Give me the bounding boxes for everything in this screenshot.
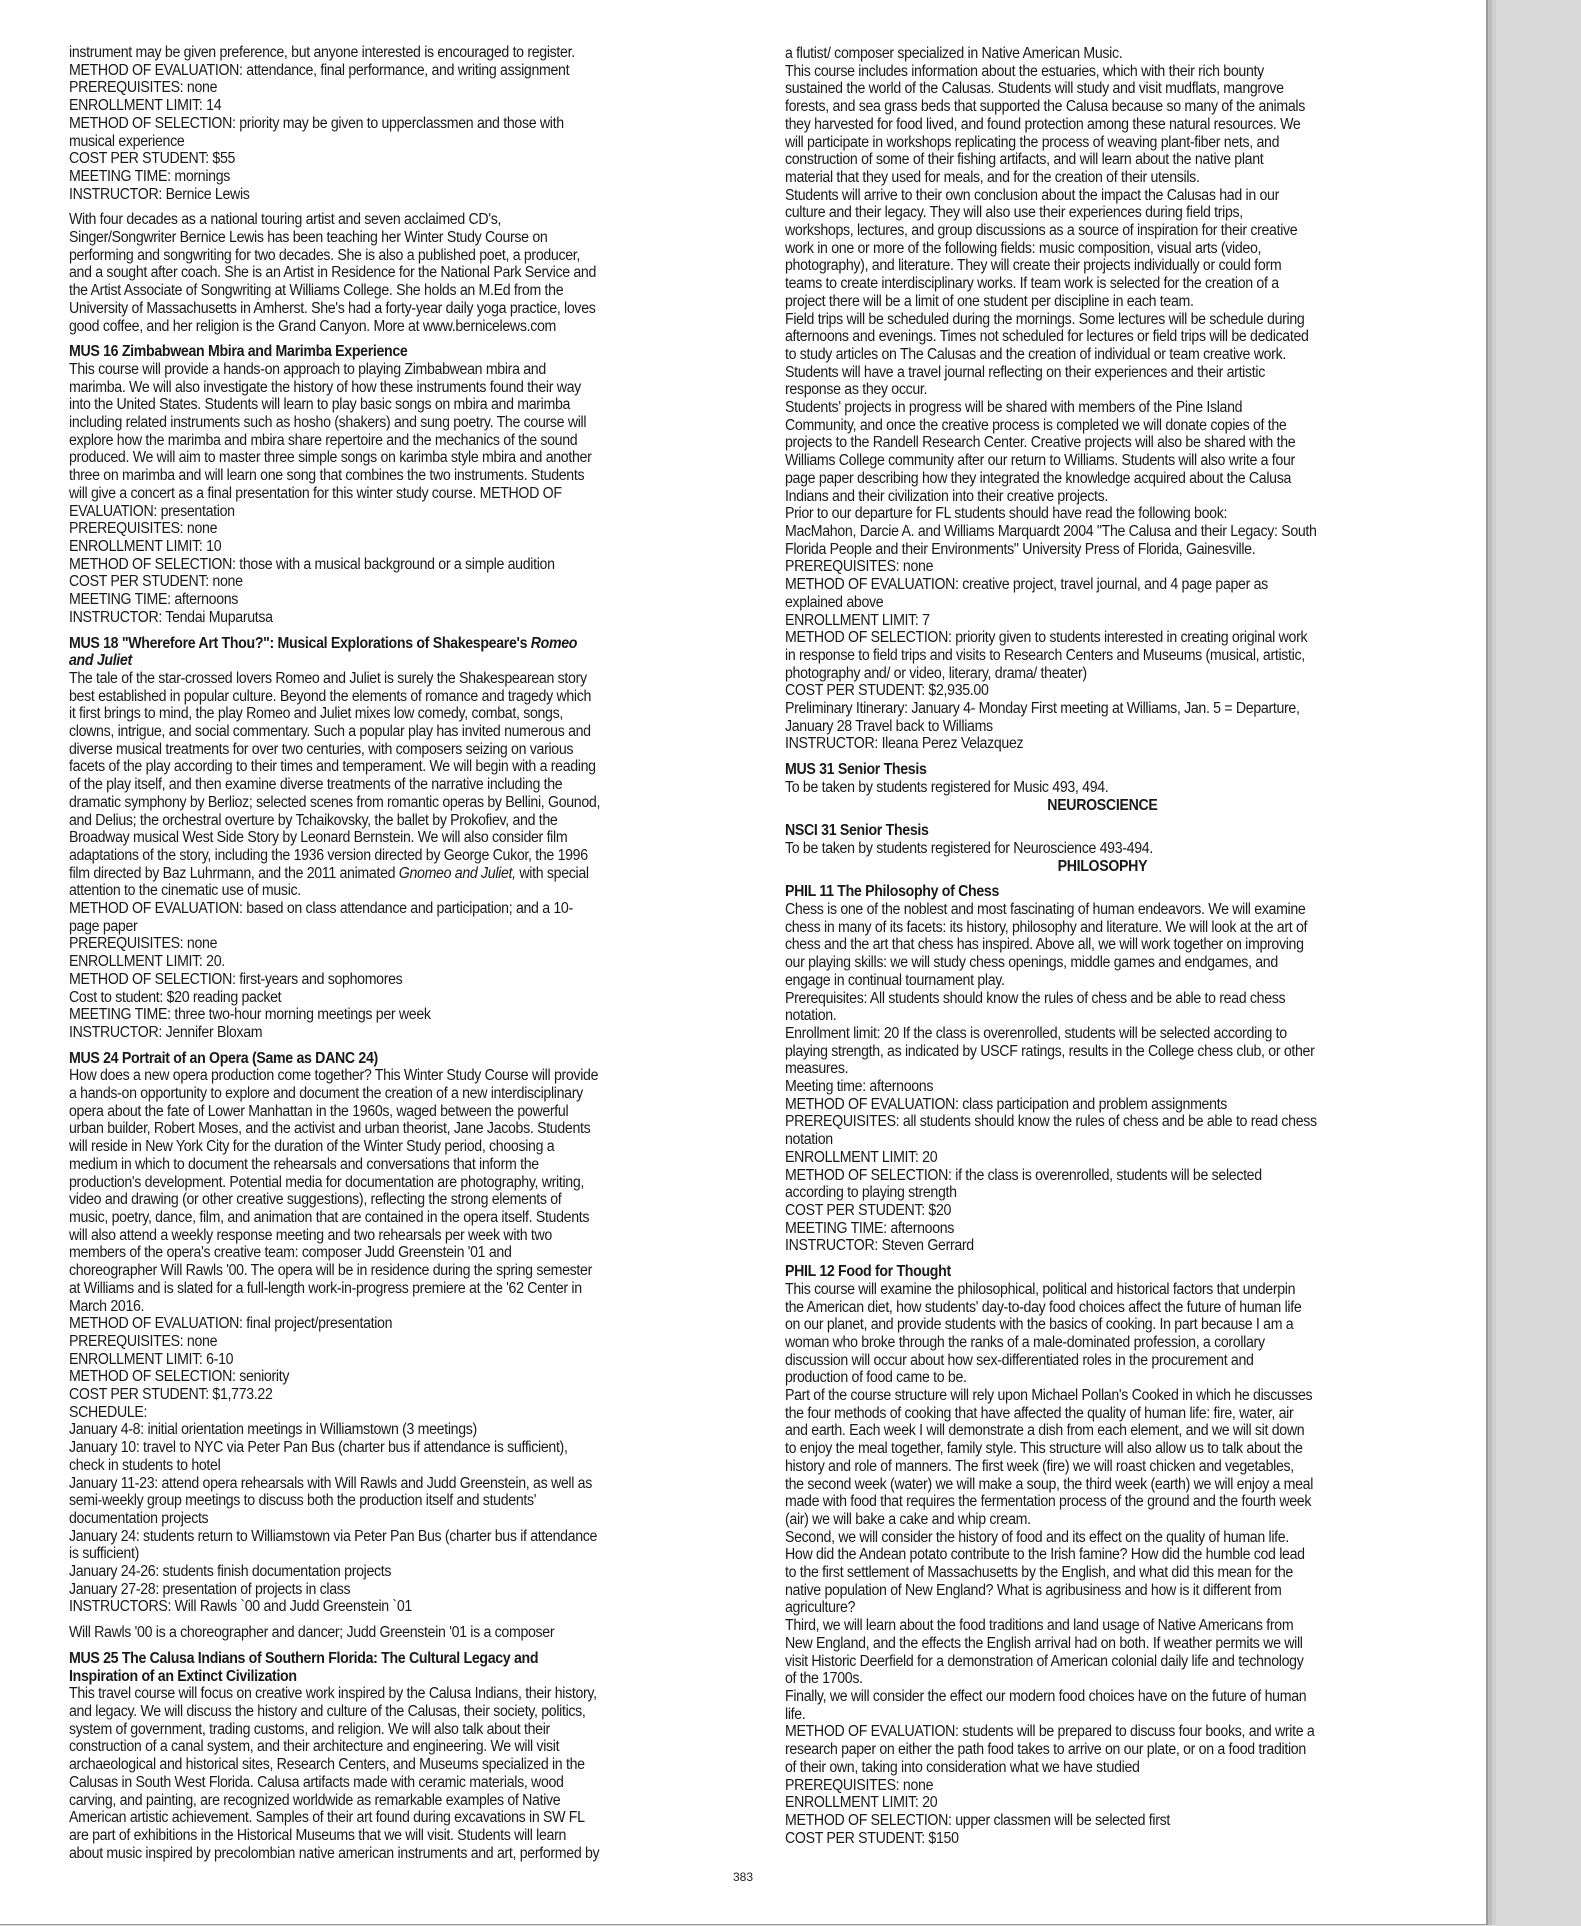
text-line: and earth. Each week I will demonstrate a dish from each element, and we will sit down (785, 1422, 1305, 1440)
text-line: New England, and the effects the English arrival had on both. If weather permits we will (785, 1634, 1303, 1652)
text-line: Cost to student: $20 reading packet (69, 988, 282, 1006)
text-line: the American diet, how students' day-to-day food choices affect the future of human life (785, 1298, 1302, 1316)
text-line: will participate in workshops replicating the process of weaving plant-fiber nets, and (785, 133, 1280, 151)
text-line: INSTRUCTOR: Tendai Muparutsa (69, 608, 273, 626)
page-number: 383 (732, 1870, 754, 1884)
text-line: METHOD OF SELECTION: seniority (69, 1368, 290, 1386)
text-line: forests, and sea grass beds that supported the Calusa because so many of the animals (785, 98, 1305, 116)
text-line: Third, we will learn about the food traditions and land usage of Native Americans from (785, 1617, 1294, 1635)
paragraph-gap (785, 1255, 1420, 1263)
text-line: INSTRUCTOR: Jennifer Bloxam (69, 1023, 263, 1041)
text-line: playing strength, as indicated by USCF ratings, results in the College chess club, or other (785, 1042, 1315, 1060)
left-column (69, 44, 676, 1862)
text-line: construction of a canal system, and their architecture and engineering. We will visit (69, 1738, 560, 1756)
text-line: chess and the art that chess has inspired. Above all, we will work together on improving (785, 936, 1304, 954)
text-line: carving, and painting, are recognized worldwide as remarkable examples of Native (69, 1791, 561, 1809)
text-line: system of government, trading customs, and religion. We will also talk about their (69, 1720, 550, 1738)
text-line: engage in continual tournament play. (785, 971, 1005, 989)
text-line: March 2016. (69, 1297, 145, 1315)
text-line: Calusas in South West Florida. Calusa artifacts made with ceramic materials, wood (69, 1773, 564, 1791)
text-line: history and role of manners. The first week (fire) we will roast chicken and vegetables, (785, 1457, 1294, 1475)
text-line: of their own, taking into consideration what we have studied (785, 1758, 1140, 1776)
text-line: January 24: students return to Williamstown via Peter Pan Bus (charter bus if attendance (69, 1527, 598, 1545)
text-line: our playing skills: we will study chess openings, middle games and endgames, and (785, 954, 1278, 972)
text-line: ENROLLMENT LIMIT: 20. (69, 953, 225, 971)
text-line: This travel course will focus on creative work inspired by the Calusa Indians, their history, (69, 1685, 597, 1703)
text-line: on our planet, and provide students with the basics of cooking. In part because I am a (785, 1316, 1294, 1334)
course-heading: Inspiration of an Extinct Civilization (69, 1667, 297, 1685)
text-line: SCHEDULE: (69, 1403, 148, 1421)
text-line: to enjoy the meal together, family style. This structure will also allow us to talk about the (785, 1440, 1303, 1458)
text-line: are part of exhibitions in the Historical Museums that we will visit. Students will learn (69, 1826, 567, 1844)
text-line: MEETING TIME: mornings (69, 167, 231, 185)
text-line: University of Massachusetts in Amherst. She's had a forty-year daily yoga practice, loves (69, 299, 596, 317)
paragraph-gap (69, 335, 676, 343)
text-line: Will Rawls '00 is a choreographer and dancer; Judd Greenstein '01 is a composer (69, 1624, 555, 1642)
text-line: adaptations of the story, including the 1936 version directed by George Cukor, the 1996 (69, 846, 588, 864)
text-line: How does a new opera production come together? This Winter Study Course will provide (69, 1067, 599, 1085)
text-line: Finally, we will consider the effect our modern food choices have on the future of human (785, 1687, 1307, 1705)
text-line: Prior to our departure for FL students should have read the following book: (785, 505, 1228, 523)
text-line: three on marimba and will learn one song that combines the two instruments. Students (69, 467, 585, 485)
course-heading: MUS 31 Senior Thesis (785, 761, 927, 779)
text-line: PREREQUISITES: none (69, 520, 218, 538)
text-line: diverse musical treatments for over two centuries, with composers seizing on various (69, 740, 574, 758)
course-heading: PHIL 12 Food for Thought (785, 1263, 951, 1281)
text-line: Chess is one of the noblest and most fascinating of human endeavors. We will examine (785, 901, 1306, 919)
text-line: material that they used for meals, and for the creation of their utensils. (785, 168, 1200, 186)
text-line: workshops, lectures, and group discussions as a source of inspiration for their creative (785, 222, 1298, 240)
text-line: This course includes information about the estuaries, which with their rich bounty (785, 62, 1264, 80)
text-line: documentation projects (69, 1509, 209, 1527)
text-line: the second week (water) we will make a soup, the third week (earth) we will enjoy a meal (785, 1475, 1314, 1493)
text-line: explained above (785, 593, 884, 611)
text-line: work in one or more of the following fields: music composition, visual arts (video, (785, 239, 1262, 257)
text-line: ENROLLMENT LIMIT: 20 (785, 1794, 938, 1812)
course-heading: MUS 18 "Wherefore Art Thou?": Musical Explorations of Shakespeare's Romeo (69, 634, 578, 652)
text-line: of the 1700s. (785, 1670, 863, 1688)
course-heading: MUS 25 The Calusa Indians of Southern Florida: The Cultural Legacy and (69, 1649, 539, 1667)
text-line: good coffee, and her religion is the Grand Canyon. More at www.bernicelews.com (69, 317, 556, 335)
text-line: Broadway musical West Side Story by Leonard Bernstein. We will also consider film (69, 829, 568, 847)
department-heading: PHILOSOPHY (1057, 857, 1148, 875)
text-line: Prerequisites: All students should know the rules of chess and be able to read chess (785, 989, 1286, 1007)
text-line: (air) we will bake a cake and whip cream. (785, 1510, 1031, 1528)
text-line: according to playing strength (785, 1184, 957, 1202)
text-line: COST PER STUDENT: $55 (69, 150, 236, 168)
text-line: film directed by Baz Luhrmann, and the 2011 animated Gnomeo and Juliet, with special (69, 864, 589, 882)
text-line: chess in many of its facets: its history, philosophy and literature. We will look at the art of (785, 918, 1308, 936)
text-line: METHOD OF EVALUATION: attendance, final performance, and writing assignment (69, 61, 570, 79)
text-line: METHOD OF EVALUATION: students will be prepared to discuss four books, and write a (785, 1723, 1315, 1741)
text-line: January 28 Travel back to Williams (785, 717, 993, 735)
text-line: PREREQUISITES: none (69, 935, 218, 953)
text-line: into the United States. Students will learn to play basic songs on mbira and marimba (69, 396, 571, 414)
text-line: METHOD OF SELECTION: those with a musical background or a simple audition (69, 555, 555, 573)
text-line: INSTRUCTORS: Will Rawls `00 and Judd Greenstein `01 (69, 1598, 412, 1616)
text-line: semi-weekly group meetings to discuss both the production itself and students' (69, 1492, 537, 1510)
text-line: dramatic symphony by Berlioz; selected scenes from romantic operas by Bellini, Gounod, (69, 793, 601, 811)
text-line: ENROLLMENT LIMIT: 10 (69, 537, 222, 555)
text-line: construction of some of their fishing artifacts, and will learn about the native plant (785, 151, 1264, 169)
text-line: PREREQUISITES: none (69, 79, 218, 97)
text-line: check in students to hotel (69, 1456, 221, 1474)
text-line: video and drawing (or other creative suggestions), reflecting the strong elements of (69, 1191, 562, 1209)
text-line: To be taken by students registered for Music 493, 494. (785, 778, 1109, 796)
text-line: including related instruments such as hosho (shakers) and sung poetry. The course will (69, 414, 587, 432)
text-line: PREREQUISITES: none (785, 1776, 934, 1794)
text-line: Meeting time: afternoons (785, 1078, 934, 1096)
paragraph-gap (785, 814, 1420, 822)
text-line: METHOD OF EVALUATION: based on class attendance and participation; and a 10- (69, 900, 573, 918)
text-line: measures. (785, 1060, 849, 1078)
text-line: Enrollment limit: 20 If the class is overenrolled, students will be selected according to (785, 1024, 1287, 1042)
text-line: to study articles on The Calusas and the creation of individual or team creative work. (785, 345, 1286, 363)
text-line: in response to field trips and visits to Research Centers and Museums (musical, artistic, (785, 646, 1305, 664)
course-heading: and Juliet (69, 652, 132, 670)
text-line: January 27-28: presentation of projects in class (69, 1580, 351, 1598)
text-line: PREREQUISITES: none (69, 1332, 218, 1350)
paragraph-gap (69, 203, 676, 211)
text-line: page paper describing how they integrated the knowledge acquired about the Calusa (785, 469, 1292, 487)
text-line: METHOD OF EVALUATION: creative project, travel journal, and 4 page paper as (785, 576, 1268, 594)
text-line: COST PER STUDENT: $20 (785, 1202, 952, 1219)
text-line: photography and/ or video, literary, drama/ theater) (785, 664, 1087, 682)
paragraph-gap (785, 753, 1420, 761)
text-line: and a sought after coach. She is an Artist in Residence for the National Park Service and (69, 264, 597, 282)
text-line: METHOD OF SELECTION: upper classmen will be selected first (785, 1811, 1170, 1829)
text-line: Field trips will be scheduled during the mornings. Some lectures will be schedule during (785, 310, 1305, 328)
text-line: MacMahon, Darcie A. and Williams Marquardt 2004 "The Calusa and their Legacy: South (785, 522, 1317, 540)
text-line: The tale of the star-crossed lovers Romeo and Juliet is surely the Shakespearean story (69, 669, 587, 687)
text-line: MEETING TIME: afternoons (69, 591, 239, 609)
text-line: METHOD OF SELECTION: priority may be given to upperclassmen and those with (69, 114, 564, 132)
text-line: January 24-26: students finish documentation projects (69, 1563, 392, 1581)
text-line: discussion will occur about how sex-differentiated roles in the procurement and (785, 1351, 1254, 1369)
text-line: it first brings to mind, the play Romeo and Juliet mixes low comedy, combat, songs, (69, 705, 563, 723)
text-line: research paper on either the path food takes to arrive on our plate, or on a food tradition (785, 1741, 1306, 1759)
text-line: at Williams and is slated for a full-length work-in-progress premiere at the '62 Center in (69, 1279, 582, 1297)
text-line: EVALUATION: presentation (69, 502, 235, 520)
text-line: ENROLLMENT LIMIT: 20 (785, 1148, 938, 1166)
text-line: life. (785, 1705, 806, 1723)
text-line: culture and their legacy. They will also use their experiences during field trips, (785, 204, 1243, 222)
text-line: musical experience (69, 132, 185, 150)
text-line: afternoons and evenings. Times not scheduled for lectures or field trips will be dedicated (785, 328, 1309, 346)
text-line: Community, and once the creative process is completed we will donate copies of the (785, 416, 1287, 434)
text-line: MEETING TIME: three two-hour morning meetings per week (69, 1006, 431, 1024)
text-line: METHOD OF EVALUATION: final project/presentation (69, 1315, 393, 1333)
text-line: attention to the cinematic use of music. (69, 882, 301, 900)
text-line: COST PER STUDENT: $150 (785, 1829, 959, 1847)
text-line: METHOD OF EVALUATION: class participation and problem assignments (785, 1095, 1228, 1113)
text-line: Students' projects in progress will be shared with members of the Pine Island (785, 399, 1243, 417)
text-line: native population of New England? What is agribusiness and how is it different from (785, 1581, 1282, 1599)
course-heading: MUS 16 Zimbabwean Mbira and Marimba Experience (69, 343, 408, 361)
text-line: METHOD OF SELECTION: if the class is overenrolled, students will be selected (785, 1166, 1262, 1184)
text-line: the four methods of cooking that have affected the quality of human life: fire, water, air (785, 1404, 1294, 1422)
text-line: produced. We will aim to master three simple songs on karimba style mbira and another (69, 449, 592, 467)
course-heading: PHIL 11 The Philosophy of Chess (785, 883, 1000, 901)
text-line: COST PER STUDENT: $2,935.00 (785, 682, 989, 700)
text-line: best established in popular culture. Beyond the elements of romance and tragedy which (69, 687, 592, 705)
department-heading: NEUROSCIENCE (1047, 796, 1158, 814)
text-line: archaeological and historical sites, Research Centers, and Museums specialized in the (69, 1756, 585, 1774)
text-line: MEETING TIME: afternoons (785, 1219, 955, 1237)
text-line: This course will provide a hands-on approach to playing Zimbabwean mbira and (69, 360, 546, 378)
text-line: they harvested for food lived, and found protection among these natural resources. We (785, 115, 1301, 133)
text-line: clowns, intrigue, and social commentary. Such a popular play has invited numerous and (69, 723, 591, 741)
text-line: project there will be a limit of one student per discipline in each team. (785, 292, 1194, 310)
text-line: made with food that requires the fermentation process of the ground and the fourth week (785, 1493, 1312, 1511)
text-line: Part of the course structure will rely upon Michael Pollan's Cooked in which he discusses (785, 1387, 1313, 1405)
text-line: teams to create interdisciplinary works. If team work is selected for the creation of a (785, 275, 1279, 293)
text-line: members of the opera's creative team: composer Judd Greenstein '01 and (69, 1244, 512, 1262)
text-line: production of food came to be. (785, 1369, 967, 1387)
text-line: American artistic achievement. Samples of their art found during excavations in SW FL (69, 1809, 585, 1827)
text-line: photography), and literature. They will create their projects individually or could form (785, 257, 1282, 275)
text-line: notation. (785, 1007, 837, 1025)
text-line: To be taken by students registered for Neuroscience 493-494. (785, 839, 1153, 857)
course-heading: MUS 24 Portrait of an Opera (Same as DANC 24) (69, 1049, 378, 1067)
paragraph-gap (69, 1042, 676, 1050)
text-line: Preliminary Itinerary: January 4- Monday First meeting at Williams, Jan. 5 = Departure, (785, 700, 1300, 718)
paragraph-gap (785, 875, 1420, 883)
text-line: INSTRUCTOR: Ileana Perez Velazquez (785, 735, 1024, 753)
text-line: METHOD OF SELECTION: first-years and sophomores (69, 970, 403, 988)
text-line: medium in which to document the rehearsals and conversations that inform the (69, 1155, 539, 1173)
text-line: opera about the fate of Lower Manhattan in the 1960s, waged between the powerful (69, 1102, 569, 1120)
text-line: How did the Andean potato contribute to the Irish famine? How did the humble cod lead (785, 1546, 1305, 1564)
text-line: January 4-8: initial orientation meetings in Williamstown (3 meetings) (69, 1421, 477, 1439)
text-line: sustained the world of the Calusas. Students will study and visit mudflats, mangrove (785, 80, 1284, 98)
text-line: January 11-23: attend opera rehearsals with Will Rawls and Judd Greenstein, as well as (69, 1474, 592, 1492)
text-line: to the first settlement of Massachusetts by the English, and what did this mean for the (785, 1564, 1293, 1582)
text-line: PREREQUISITES: none (785, 558, 934, 576)
text-line: METHOD OF SELECTION: priority given to students interested in creating original work (785, 629, 1308, 647)
text-line: music, poetry, dance, film, and animation that are contained in the opera itself. Students (69, 1209, 590, 1226)
text-line: COST PER STUDENT: none (69, 573, 243, 591)
text-line: Indians and their civilization into their creative projects. (785, 487, 1109, 505)
text-line: Williams College community after our return to Williams. Students will also write a four (785, 452, 1295, 470)
paragraph-gap (69, 1642, 676, 1650)
text-line: ENROLLMENT LIMIT: 6-10 (69, 1350, 234, 1368)
text-line: will give a concert as a final presentation for this winter study course. METHOD OF (69, 484, 562, 502)
text-line: and legacy. We will discuss the history and culture of the Calusas, their society, politics, (69, 1702, 586, 1720)
paragraph-gap (69, 627, 676, 635)
text-line: and Delius; the orchestral overture by Tchaikovsky, the ballet by Prokofiev, and the (69, 811, 558, 829)
text-line: ENROLLMENT LIMIT: 14 (69, 97, 222, 115)
text-line: will also attend a weekly response meeting and two rehearsals per week with two (69, 1226, 552, 1244)
right-column (785, 45, 1420, 1847)
text-line: choreographer Will Rawls '00. The opera will be in residence during the spring semester (69, 1262, 592, 1280)
text-line: response as they occur. (785, 381, 928, 399)
text-line: With four decades as a national touring artist and seven acclaimed CD's, (69, 211, 502, 229)
text-line: Students will arrive to their own conclusion about the impact the Calusas had in our (785, 186, 1279, 204)
course-heading: NSCI 31 Senior Thesis (785, 822, 929, 840)
text-line: production's development. Potential media for documentation are photography, writing, (69, 1173, 585, 1191)
text-line: explore how the marimba and mbira share repertoire and the mechanics of the sound (69, 431, 578, 449)
text-line: marimba. We will also investigate the history of how these instruments found their way (69, 378, 581, 396)
text-line: This course will examine the philosophical, political and historical factors that underpin (785, 1280, 1296, 1298)
text-line: INSTRUCTOR: Bernice Lewis (69, 185, 250, 203)
text-line: a flutist/ composer specialized in Native American Music. (785, 45, 1123, 62)
text-line: Florida People and their Environments" University Press of Florida, Gainesville. (785, 540, 1256, 558)
text-line: the Artist Associate of Songwriting at Williams College. She holds an M.Ed from the (69, 282, 564, 300)
text-line: facets of the play according to their times and temperament. We will begin with a reading (69, 758, 596, 776)
text-line: page paper (69, 917, 138, 935)
text-line: of the play itself, and then examine diverse treatments of the narrative including the (69, 776, 563, 794)
text-line: about music inspired by precolombian native american instruments and art, performed by (69, 1844, 600, 1862)
text-line: PREREQUISITES: all students should know the rules of chess and be able to read chess (785, 1113, 1317, 1131)
text-line: agriculture? (785, 1599, 856, 1617)
text-line: is sufficient) (69, 1545, 139, 1563)
text-line: Students will have a travel journal reflecting on their experiences and their artistic (785, 363, 1265, 381)
text-line: will reside in New York City for the duration of the Winter Study period, choosing a (69, 1138, 555, 1156)
paragraph-gap (69, 1616, 676, 1624)
text-line: instrument may be given preference, but anyone interested is encouraged to register. (69, 44, 575, 61)
text-line: a hands-on opportunity to explore and document the creation of a new interdisciplinary (69, 1085, 583, 1103)
text-line: woman who broke through the ranks of a male-dominated profession, a corollary (785, 1333, 1265, 1351)
text-line: visit Historic Deerfield for a demonstration of American colonial daily life and technology (785, 1652, 1304, 1670)
text-line: notation (785, 1131, 833, 1149)
text-line: January 10: travel to NYC via Peter Pan Bus (charter bus if attendance is sufficient), (69, 1439, 568, 1457)
text-line: Second, we will consider the history of food and its effect on the quality of human life. (785, 1528, 1289, 1546)
text-line: urban builder, Robert Moses, and the activist and urban theorist, Jane Jacobs. Students (69, 1120, 591, 1138)
text-line: projects to the Randell Research Center. Creative projects will also be shared with the (785, 434, 1296, 452)
text-line: ENROLLMENT LIMIT: 7 (785, 611, 930, 629)
text-line: performing and songwriting for two decades. She is also a published poet, a producer, (69, 246, 581, 264)
text-line: Singer/Songwriter Bernice Lewis has been teaching her Winter Study Course on (69, 229, 548, 247)
text-line: INSTRUCTOR: Steven Gerrard (785, 1237, 974, 1255)
text-line: COST PER STUDENT: $1,773.22 (69, 1386, 273, 1404)
